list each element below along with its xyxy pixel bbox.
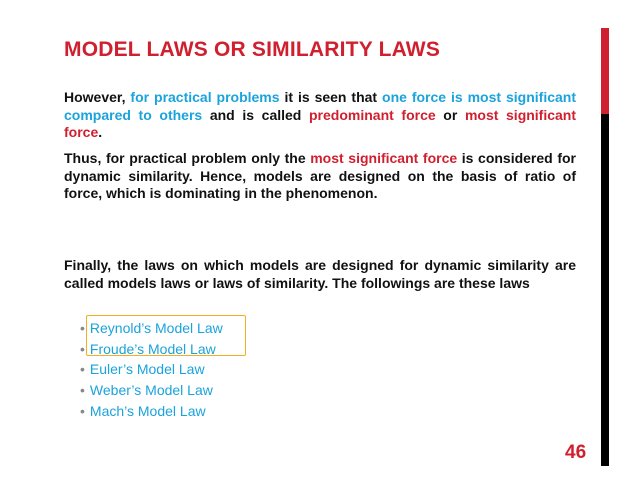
- highlight-most-significant-force: most significant force: [64, 106, 577, 140]
- text: and is called: [209, 106, 302, 123]
- highlight-most-significant-force: most significant force: [310, 150, 458, 166]
- paragraph-model-laws: Finally, the laws on which models are designed for dynamic similarity are called models laws or laws of similarity. The followings are these laws: [64, 257, 576, 291]
- bullet-icon: •: [80, 340, 85, 357]
- slide-title: MODEL LAWS OR SIMILARITY LAWS: [64, 38, 441, 61]
- list-item-euler: [80, 359, 223, 380]
- bullet-icon: •: [80, 361, 85, 378]
- law-label: Euler’s Model Law: [89, 361, 205, 378]
- list-item-mach: [80, 401, 223, 422]
- accent-bar-black: [601, 114, 609, 466]
- page-number: 46: [565, 442, 587, 463]
- highlight-one-force: one force is most significant compared to others: [64, 89, 576, 123]
- law-label: Mach’s Model Law: [89, 402, 206, 419]
- text: Thus, for practical problem only the: [64, 150, 306, 166]
- paragraph-predominant-force: [64, 89, 576, 142]
- law-label: Weber’s Model Law: [89, 382, 213, 399]
- text: is considered for dynamic similarity. Hence, models are designed on the basis of ratio of force, which is dominating in the phenomenon.: [64, 150, 576, 201]
- bullet-icon: •: [80, 402, 85, 419]
- text: or: [443, 106, 458, 123]
- law-label: Reynold’s Model Law: [89, 320, 223, 336]
- highlight-predominant-force: predominant force: [309, 106, 436, 123]
- accent-bar-red: [601, 28, 609, 114]
- bullet-icon: •: [80, 320, 85, 336]
- text: However,: [64, 89, 126, 105]
- highlight-practical-problems: for practical problems: [130, 89, 280, 105]
- law-label: Froude’s Model Law: [89, 340, 216, 357]
- text: .: [98, 124, 103, 140]
- text: it is seen that: [284, 89, 378, 105]
- bullet-icon: •: [80, 382, 85, 399]
- paragraph-dynamic-similarity: [64, 150, 576, 203]
- selection-highlight-box: [86, 315, 246, 356]
- list-item-weber: [80, 380, 223, 401]
